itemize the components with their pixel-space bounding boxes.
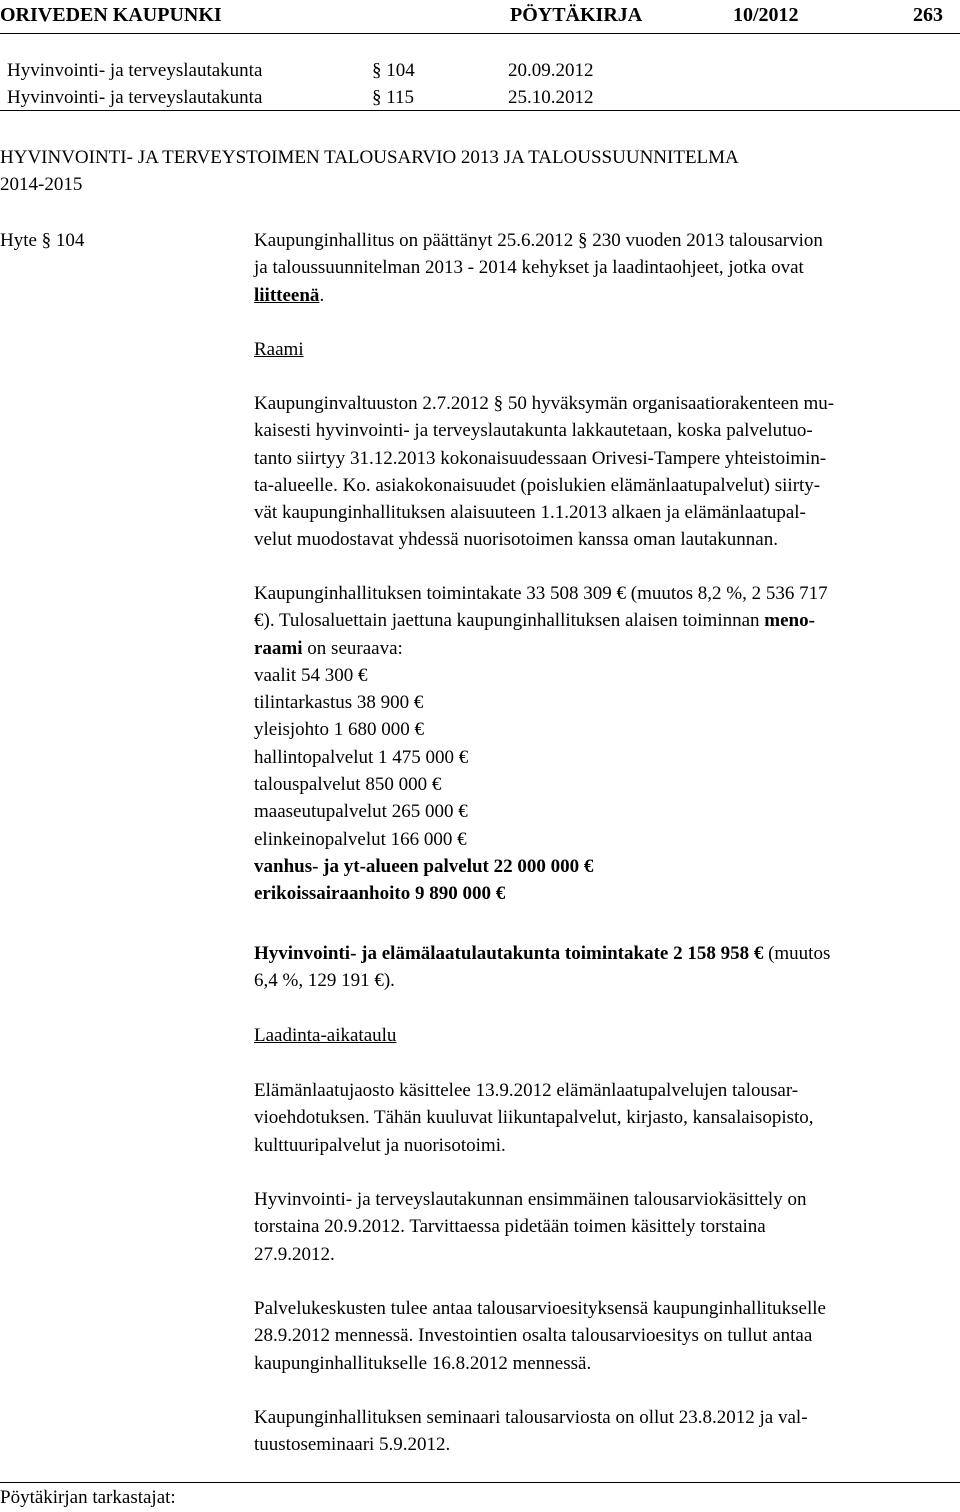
council-paragraph bbox=[254, 390, 954, 554]
board-margin-line: €). Tulosaluettain jaettuna kaupunginhallituksen alaisen toiminnan bbox=[254, 610, 765, 632]
budget-item: vaalit 54 300 € bbox=[254, 664, 368, 686]
budget-item: tilintarkastus 38 900 € bbox=[254, 692, 424, 714]
schedule-line: Palvelukeskusten tulee antaa talousarvioesityksensä kaupunginhallitukselle bbox=[254, 1298, 826, 1319]
board-margin-paragraph bbox=[254, 580, 954, 908]
section-reference: Hyte § 104 bbox=[0, 230, 85, 251]
organization-name: ORIVEDEN KAUPUNKI bbox=[0, 4, 222, 26]
intro-line: Kaupunginhallitus on päättänyt 25.6.2012 § 230 vuoden 2013 talousarvion bbox=[254, 230, 823, 251]
meeting-board-2: Hyvinvointi- ja terveyslautakunta bbox=[7, 87, 263, 108]
wellbeing-paragraph bbox=[254, 940, 954, 995]
council-line: kaisesti hyvinvointi- ja terveyslautakunta lakkautetaan, koska palvelutuo- bbox=[254, 420, 813, 442]
intro-paragraph bbox=[254, 227, 954, 309]
meeting-date-1: 20.09.2012 bbox=[508, 60, 594, 81]
schedule-line: Elämänlaatujaosto käsittelee 13.9.2012 elämänlaatupalvelujen talousar- bbox=[254, 1080, 799, 1101]
wellbeing-line: (muutos bbox=[763, 943, 831, 964]
meeting-date-2: 25.10.2012 bbox=[508, 87, 594, 108]
document-title-line2: 2014-2015 bbox=[0, 174, 83, 195]
minutes-checkers-label: Pöytäkirjan tarkastajat: bbox=[0, 1487, 176, 1508]
wellbeing-line: 6,4 %, 129 191 €). bbox=[254, 970, 395, 992]
document-title-line1: HYVINVOINTI- JA TERVEYSTOIMEN TALOUSARVIO 2013 JA TALOUSSUUNNITELMA bbox=[0, 147, 739, 168]
schedule-heading: Laadinta-aikataulu bbox=[254, 1025, 397, 1046]
budget-item: maaseutupalvelut 265 000 € bbox=[254, 801, 468, 823]
issue-number: 10/2012 bbox=[733, 4, 799, 26]
schedule-paragraph-3 bbox=[254, 1295, 954, 1377]
schedule-paragraph-2 bbox=[254, 1186, 954, 1268]
budget-item: yleisjohto 1 680 000 € bbox=[254, 719, 424, 741]
meta-divider bbox=[0, 110, 960, 111]
attachment-link[interactable]: liitteenä bbox=[254, 284, 320, 306]
intro-line: . bbox=[319, 284, 325, 306]
schedule-line: vioehdotuksen. Tähän kuuluvat liikuntapalvelut, kirjasto, kansalaisopisto, bbox=[254, 1107, 814, 1129]
page-number: 263 bbox=[913, 4, 943, 26]
schedule-paragraph-1 bbox=[254, 1077, 954, 1159]
council-line: tanto siirtyy 31.12.2013 kokonaisuudessaan Orivesi-Tampere yhteistoimin- bbox=[254, 447, 827, 469]
raami-heading: Raami bbox=[254, 339, 304, 360]
schedule-line: torstaina 20.9.2012. Tarvittaessa pidetään toimen käsittely torstaina bbox=[254, 1216, 766, 1238]
schedule-line: kulttuuripalvelut ja nuorisotoimi. bbox=[254, 1134, 506, 1156]
budget-item: elinkeinopalvelut 166 000 € bbox=[254, 828, 467, 850]
wellbeing-emph: Hyvinvointi- ja elämälaatulautakunta toimintakate 2 158 958 € bbox=[254, 943, 764, 964]
schedule-paragraph-4 bbox=[254, 1404, 954, 1459]
header-divider bbox=[0, 33, 960, 34]
intro-line: ja taloussuunnitelman 2013 - 2014 kehykset ja laadintaohjeet, jotka ovat bbox=[254, 257, 804, 279]
board-margin-emph: raami bbox=[254, 637, 303, 659]
footer-divider bbox=[0, 1482, 960, 1483]
schedule-line: Hyvinvointi- ja terveyslautakunnan ensimmäinen talousarviokäsittely on bbox=[254, 1189, 807, 1210]
council-line: ta-alueelle. Ko. asiakokonaisuudet (poislukien elämänlaatupalvelut) siirty- bbox=[254, 474, 821, 496]
document-type: PÖYTÄKIRJA bbox=[510, 4, 643, 26]
board-margin-line: on seuraava: bbox=[302, 637, 403, 659]
schedule-line: 28.9.2012 mennessä. Investointien osalta talousarvioesitys on tullut antaa bbox=[254, 1325, 813, 1347]
council-line: Kaupunginvaltuuston 2.7.2012 § 50 hyväksymän organisaatiorakenteen mu- bbox=[254, 393, 835, 414]
meeting-section-1: § 104 bbox=[372, 60, 415, 81]
budget-item-bold: vanhus- ja yt-alueen palvelut 22 000 000 € bbox=[254, 855, 594, 877]
budget-item: talouspalvelut 850 000 € bbox=[254, 774, 442, 796]
document-header bbox=[0, 0, 960, 30]
schedule-line: kaupunginhallitukselle 16.8.2012 mennessä. bbox=[254, 1352, 592, 1374]
budget-item: hallintopalvelut 1 475 000 € bbox=[254, 746, 469, 768]
schedule-line: Kaupunginhallituksen seminaari talousarviosta on ollut 23.8.2012 ja val- bbox=[254, 1407, 808, 1428]
schedule-line: tuustoseminaari 5.9.2012. bbox=[254, 1434, 451, 1456]
schedule-line: 27.9.2012. bbox=[254, 1243, 335, 1265]
meeting-section-2: § 115 bbox=[372, 87, 415, 108]
council-line: velut muodostavat yhdessä nuorisotoimen kanssa oman lautakunnan. bbox=[254, 529, 778, 551]
board-margin-emph: meno- bbox=[764, 610, 815, 632]
council-line: vät kaupunginhallituksen alaisuuteen 1.1.2013 alkaen ja elämänlaatupal- bbox=[254, 502, 806, 524]
budget-item-bold: erikoissairaanhoito 9 890 000 € bbox=[254, 883, 506, 905]
meeting-board-1: Hyvinvointi- ja terveyslautakunta bbox=[7, 60, 263, 81]
board-margin-line: Kaupunginhallituksen toimintakate 33 508 309 € (muutos 8,2 %, 2 536 717 bbox=[254, 583, 828, 604]
